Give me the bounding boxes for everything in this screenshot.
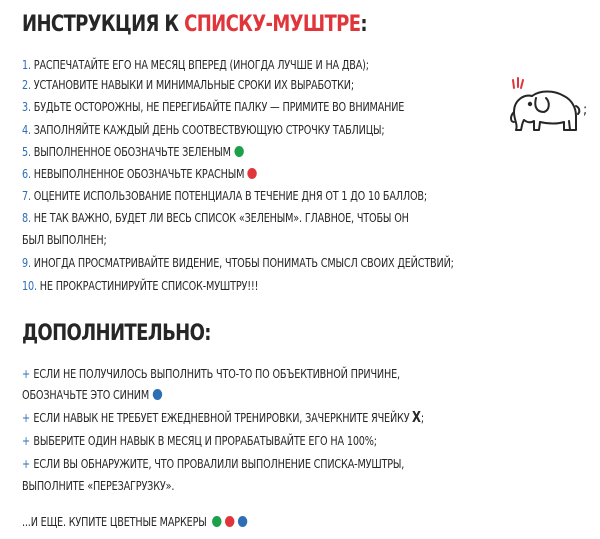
- list-item: + ЕСЛИ НЕ ПОЛУЧИЛОСЬ ВЫПОЛНИТЬ ЧТО-ТО ПО ОБЪЕКТИВНОЙ ПРИЧИНЕ,: [22, 366, 400, 381]
- red-marker-icon: [225, 516, 234, 527]
- list-item: 6. НЕВЫПОЛНЕННОЕ ОБОЗНАЧЬТЕ КРАСНЫМ: [22, 164, 257, 183]
- list-item: 2. УСТАНОВИТЕ НАВЫКИ И МИНИМАЛЬНЫЕ СРОКИ ИХ ВЫРАБОТКИ;: [22, 77, 354, 92]
- cross-mark-icon: X: [412, 408, 421, 426]
- elephant-icon: [506, 76, 582, 134]
- list-item: + ЕСЛИ ВЫ ОБНАРУЖИТЕ, ЧТО ПРОВАЛИЛИ ВЫПОЛНЕНИЕ СПИСКА-МУШТРЫ,: [22, 456, 405, 471]
- list-item-continuation: ОБОЗНАЧЬТЕ ЭТО СИНИМ: [22, 385, 162, 404]
- title-prefix: ИНСТРУКЦИЯ К: [22, 12, 185, 37]
- list-item: 8. НЕ ТАК ВАЖНО, БУДЕТ ЛИ ВЕСЬ СПИСОК «ЗЕЛЕНЫМ». ГЛАВНОЕ, ЧТОБЫ ОН: [22, 210, 409, 225]
- title-suffix: :: [360, 12, 367, 37]
- list-item: 9. ИНОГДА ПРОСМАТРИВАЙТЕ ВИДЕНИЕ, ЧТОБЫ ПОНИМАТЬ СМЫСЛ СВОИХ ДЕЙСТВИЙ;: [22, 255, 454, 270]
- green-marker-icon: [212, 516, 221, 527]
- blue-dot-icon: [152, 389, 161, 400]
- section-heading: ДОПОЛНИТЕЛЬНО:: [22, 321, 211, 346]
- list-item: 1. РАСПЕЧАТАЙТЕ ЕГО НА МЕСЯЦ ВПЕРЕД (ИНОГДА ЛУЧШЕ И НА ДВА);: [22, 57, 369, 72]
- blue-marker-icon: [238, 516, 247, 527]
- red-dot-icon: [248, 168, 257, 179]
- title-accent: СПИСКУ-МУШТРЕ: [184, 12, 361, 37]
- list-item: 7. ОЦЕНИТЕ ИСПОЛЬЗОВАНИЕ ПОТЕНЦИАЛА В ТЕЧЕНИЕ ДНЯ ОТ 1 ДО 10 БАЛЛОВ;: [22, 188, 427, 203]
- list-item: 3. БУДЬТЕ ОСТОРОЖНЫ, НЕ ПЕРЕГИБАЙТЕ ПАЛКУ — ПРИМИТЕ ВО ВНИМАНИЕ: [22, 99, 405, 114]
- list-item: 10. НЕ ПРОКРАСТИНИРУЙТЕ СПИСОК-МУШТРУ!!!: [22, 278, 259, 293]
- footer-note: ...И ЕЩЕ. КУПИТЕ ЦВЕТНЫЕ МАРКЕРЫ: [22, 512, 247, 531]
- list-item: 5. ВЫПОЛНЕННОЕ ОБОЗНАЧЬТЕ ЗЕЛЕНЫМ: [22, 142, 244, 161]
- green-dot-icon: [234, 146, 243, 157]
- list-item: 4. ЗАПОЛНЯЙТЕ КАЖДЫЙ ДЕНЬ СООТВЕСТВУЮЩУЮ СТРОЧКУ ТАБЛИЦЫ;: [22, 122, 385, 137]
- list-item: + ЕСЛИ НАВЫК НЕ ТРЕБУЕТ ЕЖЕДНЕВНОЙ ТРЕНИРОВКИ, ЗАЧЕРКНИТЕ ЯЧЕЙКУ X;: [22, 408, 424, 426]
- page-title: [22, 12, 367, 37]
- semicolon: ;: [583, 102, 588, 118]
- list-item: + ВЫБЕРИТЕ ОДИН НАВЫК В МЕСЯЦ И ПРОРАБАТЫВАЙТЕ ЕГО НА 100%;: [22, 433, 377, 448]
- list-item-continuation: ВЫПОЛНИТЕ «ПЕРЕЗАГРУЗКУ».: [22, 478, 175, 493]
- list-item-continuation: БЫЛ ВЫПОЛНЕН;: [22, 232, 107, 247]
